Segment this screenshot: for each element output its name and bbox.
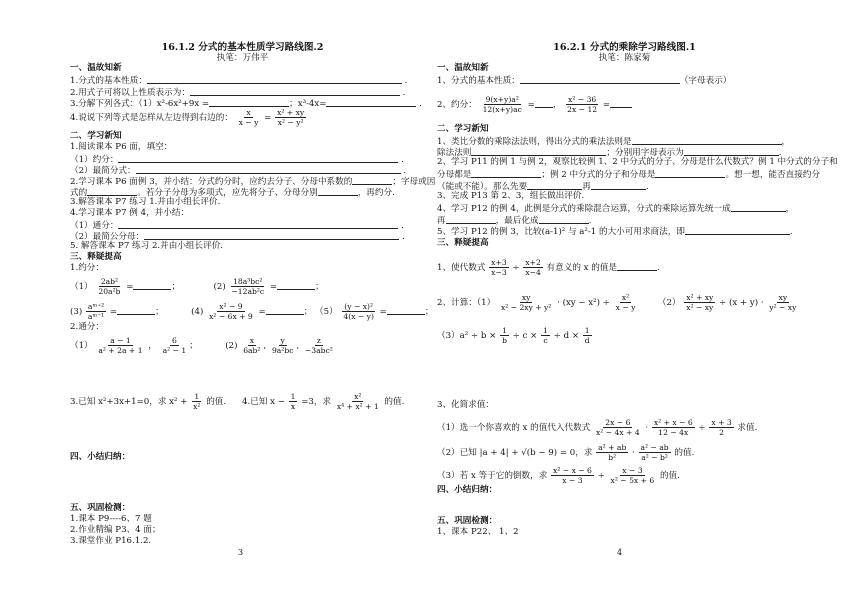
right-task-1: 1、使代数式 $\frac{x+3}{x-3}$ ÷ $\frac{x+2}{x-4}$ 有意义的 x 的值是 . bbox=[437, 258, 660, 277]
left-section-2: 二、学习新知 bbox=[70, 131, 122, 141]
right-new-4b: 再 ，最后化成 . bbox=[437, 216, 592, 226]
left-new-5: 5. 解答课本 P7 练习 2.并由小组长评价. bbox=[70, 241, 224, 251]
right-new-2b: 分母都是 ；例 2 中分式的分子和分母是 。想一想，能否直接约分 bbox=[437, 170, 820, 180]
fraction: $\frac{\text{x² + xy}}{\text{x² − xy}}$ bbox=[686, 293, 714, 312]
fraction: $\frac{\text{x² − 9}}{\text{x² − 6x + 9}}$ bbox=[209, 302, 253, 321]
fraction: $\frac{\text{(y − x)²}}{4(x - y)}$ bbox=[343, 302, 374, 321]
left-new-3: 3.解答课本 P7 练习 1.并由小组长评价. bbox=[70, 197, 221, 207]
right-title: 16.2.1 分式的乘除学习路线图.1 bbox=[553, 42, 696, 53]
left-new-2c: 式的 。若分子分母为多项式，应先将分子、分母分别 ，再约分. bbox=[70, 188, 395, 198]
fraction: $\frac{x}{\text{6ab²}}$ bbox=[243, 336, 261, 355]
left-title: 16.1.2 分式的基本性质学习路线图.2 bbox=[161, 42, 324, 53]
right-task-3: 3、化简求值： bbox=[437, 400, 495, 410]
fraction: $\frac{1}{c}$ bbox=[543, 326, 548, 345]
left-task-1: 1.约分： bbox=[70, 263, 104, 273]
fraction: $\frac{1}{x}$ bbox=[290, 392, 296, 411]
fraction: $\frac{1}{\text{x²}}$ bbox=[193, 392, 201, 411]
right-author: 执笔：陈家菊 bbox=[598, 53, 651, 63]
right-new-1: 1、类比分数的乘除法法则，得出分式的乘法法则是 ， bbox=[437, 137, 791, 147]
left-new-2: 2.学习课本 P6 面例 3，并小结：分式约分时，应约去分子、分母中系数的 ；字母或因 bbox=[70, 177, 436, 187]
right-new-4: 4、学习 P12 的例 4，此例是分式的乘除混合运算，分式的乘除运算先统一成 ， bbox=[437, 204, 795, 214]
fraction: $\frac{1}{d}$ bbox=[584, 326, 590, 345]
left-new-4: 4.学习课本 P7 例 4，并小结： bbox=[70, 208, 190, 218]
fraction: $\frac{\text{18a³bc²}}{\text{−12ab²c}}$ bbox=[231, 277, 265, 296]
left-reduce-row-2: (3) $\frac{\text{aᵐ⁺²}}{\text{aᵐ⁻¹}}$ = ； (4) $\frac{\text{x² − 9}}{\text{x² − 6x + 9}}$ = ； （5） $\frac{\text{(y − x)²}}{4(x - y)}$ = ； bbox=[70, 302, 434, 321]
left-new-4b: （2）最简公分母： . bbox=[70, 232, 405, 242]
left-review-3: 3.分解下列各式：（1）x²-6x²+9x = ；x³-4x= . bbox=[70, 99, 422, 109]
fraction: $\frac{y}{\text{9a²bc}}$ bbox=[271, 336, 294, 355]
fraction: $\frac{\text{2ab²}}{\text{20a²b}}$ bbox=[98, 277, 121, 296]
left-section-3: 三、释疑提高 bbox=[70, 252, 122, 262]
left-review-1: 1.分式的基本性质： . bbox=[70, 76, 408, 86]
fraction: $\frac{\text{9(x+y)a²}}{12(x+y)ac}$ bbox=[482, 95, 522, 114]
fraction: $\frac{x+3}{x-3}$ bbox=[491, 258, 507, 277]
right-eval-2: （2）已知 |a + 4| + √(b − 9) = 0，求 $\frac{\text{a² + ab}}{\text{b²}}$ · $\frac{\text{a² − ab}}{\text{a² − b²}}$ 的值. bbox=[437, 443, 695, 462]
fraction: $\frac{1}{b}$ bbox=[502, 326, 507, 345]
right-eval-3: （3）若 x 等于它的倒数，求 $\frac{\text{x² − x − 6}}{x - 3}$ ÷ $\frac{x - 3}{\text{x² − 5x + 6}}$ 的值. bbox=[437, 466, 680, 485]
fraction: z −3abc² bbox=[304, 336, 333, 355]
left-page bbox=[70, 0, 436, 595]
fraction: $\frac{6}{\text{a² − 1}}$ bbox=[162, 336, 187, 355]
right-check-1: 1、课本 P22、 1、2 bbox=[437, 527, 519, 537]
fraction: $\frac{xy}{\text{y² − xy}}$ bbox=[769, 293, 797, 312]
fraction: $\frac{\text{a² + ab}}{\text{b²}}$ bbox=[598, 443, 627, 462]
right-section-5: 五、巩固检测： bbox=[437, 516, 498, 526]
fraction: $\frac{\text{x² − 36}}{2x - 12}$ bbox=[567, 95, 598, 114]
right-new-1b: 除法法则 ；分别用字母表示为 . bbox=[437, 148, 782, 158]
fraction: $\frac{\text{x² − x − 6}}{x - 3}$ bbox=[553, 466, 592, 485]
right-section-3: 三、释疑提高 bbox=[437, 238, 489, 248]
left-check-2: 2.作业精编 P3、4 面； bbox=[70, 525, 161, 535]
right-section-2: 二、学习新知 bbox=[437, 124, 489, 134]
left-new-1a: （1）约分： . bbox=[70, 155, 404, 165]
left-task-4: 4.已知 x − $\frac{1}{x}$ =3，求 $\frac{\text{x²}}{\text{x⁴ + x² + 1}}$ 的值. bbox=[242, 392, 405, 411]
fraction: $\frac{a - 1}{\text{a² + 2a + 1}}$ bbox=[98, 336, 143, 355]
right-task-2: 2、计算：（1） $\frac{xy}{\text{x² − 2xy + y²}}$ · (xy − x²) ÷ $\frac{\text{x²}}{x - y}$ （2） $\frac{\text{x² + xy}}{\text{x² − xy}}$ ÷ (x + y) · $\frac{xy}{\text{y² − xy}}$ bbox=[437, 293, 797, 312]
fraction: $\frac{x + 3}{2}$ bbox=[711, 418, 732, 437]
left-page-number: 3 bbox=[238, 548, 244, 557]
left-new-1b: （2）最简分式： . bbox=[70, 166, 407, 176]
left-section-4: 四、小结归纳： bbox=[70, 452, 131, 462]
right-page bbox=[437, 0, 838, 595]
right-new-2e: （能或不能）。那么先要 再 . bbox=[437, 182, 649, 192]
fraction: $\frac{x - 3}{\text{x² − 5x + 6}}$ bbox=[610, 466, 655, 485]
fraction: $\frac{x}{x - y}$ bbox=[238, 108, 259, 127]
fraction: $\frac{xy}{\text{x² − 2xy + y²}}$ bbox=[500, 293, 552, 312]
left-check-3: 3.课堂作业 P16.1.2. bbox=[70, 536, 152, 546]
right-review-1: 1、分式的基本性质： （字母表示） bbox=[437, 76, 732, 86]
right-eval-1: （1）选一个你喜欢的 x 的值代入代数式 $\frac{2x - 6}{\text{x² − 4x + 4}}$ · $\frac{\text{x² + x − 6}}{12 - 4x}$ ÷ $\frac{x + 3}{2}$ 求值. bbox=[437, 418, 758, 437]
left-section-1: 一、温故知新 bbox=[70, 63, 122, 73]
left-common-denominator-row: （1） $\frac{a - 1}{\text{a² + 2a + 1}}$ ， $\frac{6}{\text{a² − 1}}$ ； (2) $\frac{x}{\text{6ab²}}$ , $\frac{y}{\text{9a²bc}}$ , z −3abc² bbox=[70, 336, 333, 355]
left-check-1: 1.课本 P9----6、7 题 bbox=[70, 514, 152, 524]
fraction: $\frac{x+2}{x-4}$ bbox=[525, 258, 541, 277]
fraction: $\frac{\text{x² + xy}}{\text{x² − y²}}$ bbox=[277, 108, 305, 127]
left-review-2: 2.用式子可将以上性质表示为： . bbox=[70, 88, 406, 98]
left-review-4: 4.说说下列等式是怎样从左边得到右边的： $\frac{x}{x - y}$ = $\frac{\text{x² + xy}}{\text{x² − y²}}$ bbox=[70, 108, 305, 127]
right-section-4: 四、小结归纳： bbox=[437, 485, 498, 495]
right-section-1: 一、温故知新 bbox=[437, 63, 489, 73]
left-author: 执笔：万伟平 bbox=[216, 53, 269, 63]
fraction: $\frac{\text{aᵐ⁺²}}{\text{aᵐ⁻¹}}$ bbox=[87, 302, 105, 321]
fraction: $\frac{\text{a² − ab}}{\text{a² − b²}}$ bbox=[640, 443, 669, 462]
fraction: $\frac{2x - 6}{\text{x² − 4x + 4}}$ bbox=[596, 418, 640, 437]
right-page-number: 4 bbox=[617, 548, 623, 557]
left-task-3: 3.已知 x²+3x+1=0，求 x² + $\frac{1}{\text{x²}}$ 的值. bbox=[70, 392, 227, 411]
left-task-2: 2.通分： bbox=[70, 322, 104, 332]
right-new-5: 5、学习 P12 的例 3，比较(a-1)² 与 a²-1 的大小可用求商法，即 . bbox=[437, 227, 793, 237]
right-review-2: 2、约分： $\frac{\text{9(x+y)a²}}{12(x+y)ac}$ = ， $\frac{\text{x² − 36}}{2x - 12}$ = bbox=[437, 95, 632, 114]
left-new-1: 1.阅读课本 P6 面，填空： bbox=[70, 142, 173, 152]
fraction: $\frac{\text{x² + x − 6}}{12 - 4x}$ bbox=[653, 418, 693, 437]
right-new-2: 2、学习 P11 的例 1 与例 2，观察比较例 1、2 中分式的分子、分母是什么代数式？例 1 中分式的分子和 bbox=[437, 157, 838, 167]
right-new-3: 3、完成 P13 第 2、3，组长做出评价. bbox=[437, 191, 585, 201]
right-task-2-3: （3）a² ÷ b × $\frac{1}{b}$ ÷ c × $\frac{1}{c}$ ÷ d × $\frac{1}{d}$ bbox=[437, 326, 590, 345]
left-reduce-row-1: （1） $\frac{\text{2ab²}}{\text{20a²b}}$ = ； (2) $\frac{\text{18a³bc²}}{\text{−12ab²c}}$ = ； bbox=[70, 277, 324, 296]
fraction: $\frac{\text{x²}}{\text{x⁴ + x² + 1}}$ bbox=[336, 392, 379, 411]
left-new-4a: （1）通分： . bbox=[70, 221, 404, 231]
left-section-5: 五、巩固检测： bbox=[70, 503, 131, 513]
fraction: $\frac{\text{x²}}{x - y}$ bbox=[615, 293, 636, 312]
